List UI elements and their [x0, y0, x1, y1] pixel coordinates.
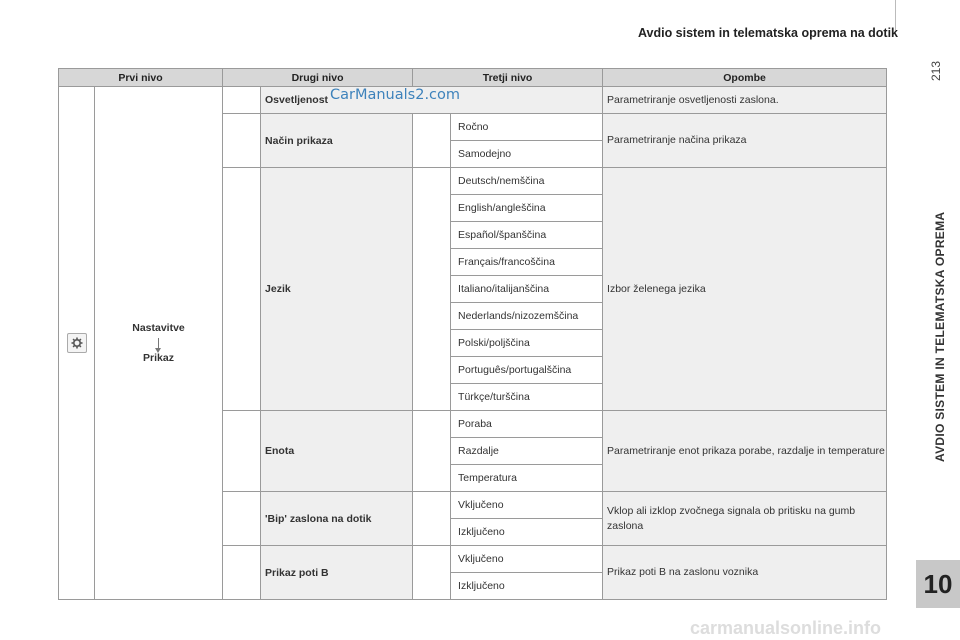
note-cell: Parametriranje enot prikaza porabe, razdalje in temperature: [603, 411, 887, 492]
level2-item: Enota: [261, 411, 413, 492]
level3-option: Français/francoščina: [451, 249, 603, 276]
spacer-cell: [413, 492, 451, 546]
spacer-cell: [413, 168, 451, 411]
level3-option: Vključeno: [451, 492, 603, 519]
level3-option: Nederlands/nizozemščina: [451, 303, 603, 330]
settings-gear-icon: [67, 333, 87, 353]
spacer-cell: [223, 168, 261, 411]
col-header-level1: Prvi nivo: [59, 69, 223, 87]
note-cell: Izbor želenega jezika: [603, 168, 887, 411]
level2-item: Način prikaza: [261, 114, 413, 168]
spacer-cell: [223, 411, 261, 492]
watermark-carmanuals: CarManuals2.com: [330, 87, 461, 103]
level2-item: 'Bip' zaslona na dotik: [261, 492, 413, 546]
table-header-row: [59, 69, 887, 87]
level3-option: Italiano/italijanščina: [451, 276, 603, 303]
nav-level2-label: Prikaz: [143, 352, 174, 364]
level3-option: Razdalje: [451, 438, 603, 465]
col-header-level3: Tretji nivo: [413, 69, 603, 87]
level3-option: Ročno: [451, 114, 603, 141]
note-cell: Parametriranje načina prikaza: [603, 114, 887, 168]
level1-cell: [59, 87, 95, 600]
spacer-cell: [223, 492, 261, 546]
chapter-number-tab: 10: [916, 560, 960, 608]
level3-option: Izključeno: [451, 519, 603, 546]
page-header-title: Avdio sistem in telematska oprema na dotik: [637, 26, 898, 40]
level3-option: Polski/poljščina: [451, 330, 603, 357]
settings-menu-table: [58, 68, 887, 600]
level3-option: Deutsch/nemščina: [451, 168, 603, 195]
col-header-notes: Opombe: [603, 69, 887, 87]
nav-path-cell: [95, 87, 223, 600]
col-header-level2: Drugi nivo: [223, 69, 413, 87]
note-cell: Parametriranje osvetljenosti zaslona.: [603, 87, 887, 114]
level2-item: Jezik: [261, 168, 413, 411]
note-cell: Prikaz poti B na zaslonu voznika: [603, 546, 887, 600]
level2-item: Prikaz poti B: [261, 546, 413, 600]
nav-down-arrow-icon: [158, 338, 159, 350]
spacer-cell: [223, 114, 261, 168]
spacer-cell: [413, 411, 451, 492]
table-row: [59, 87, 887, 114]
spacer-cell: [413, 114, 451, 168]
spacer-cell: [223, 546, 261, 600]
level2-item: Osvetljenost: [261, 87, 603, 114]
level3-option: English/angleščina: [451, 195, 603, 222]
nav-level1-label: Nastavitve: [132, 322, 185, 334]
level3-option: Samodejno: [451, 141, 603, 168]
level3-option: Poraba: [451, 411, 603, 438]
level3-option: Türkçe/turščina: [451, 384, 603, 411]
note-cell: Vklop ali izklop zvočnega signala ob pritisku na gumb zaslona: [603, 492, 887, 546]
level3-option: Izključeno: [451, 573, 603, 600]
chapter-side-label: AVDIO SISTEM IN TELEMATSKA OPREMA: [933, 211, 947, 462]
level3-option: Español/španščina: [451, 222, 603, 249]
watermark-carmanualsonline: carmanualsonline.info: [690, 618, 882, 638]
spacer-cell: [223, 87, 261, 114]
level3-option: Português/portugalščina: [451, 357, 603, 384]
spacer-cell: [413, 546, 451, 600]
level3-option: Vključeno: [451, 546, 603, 573]
level3-option: Temperatura: [451, 465, 603, 492]
page-number: 213: [929, 60, 944, 82]
